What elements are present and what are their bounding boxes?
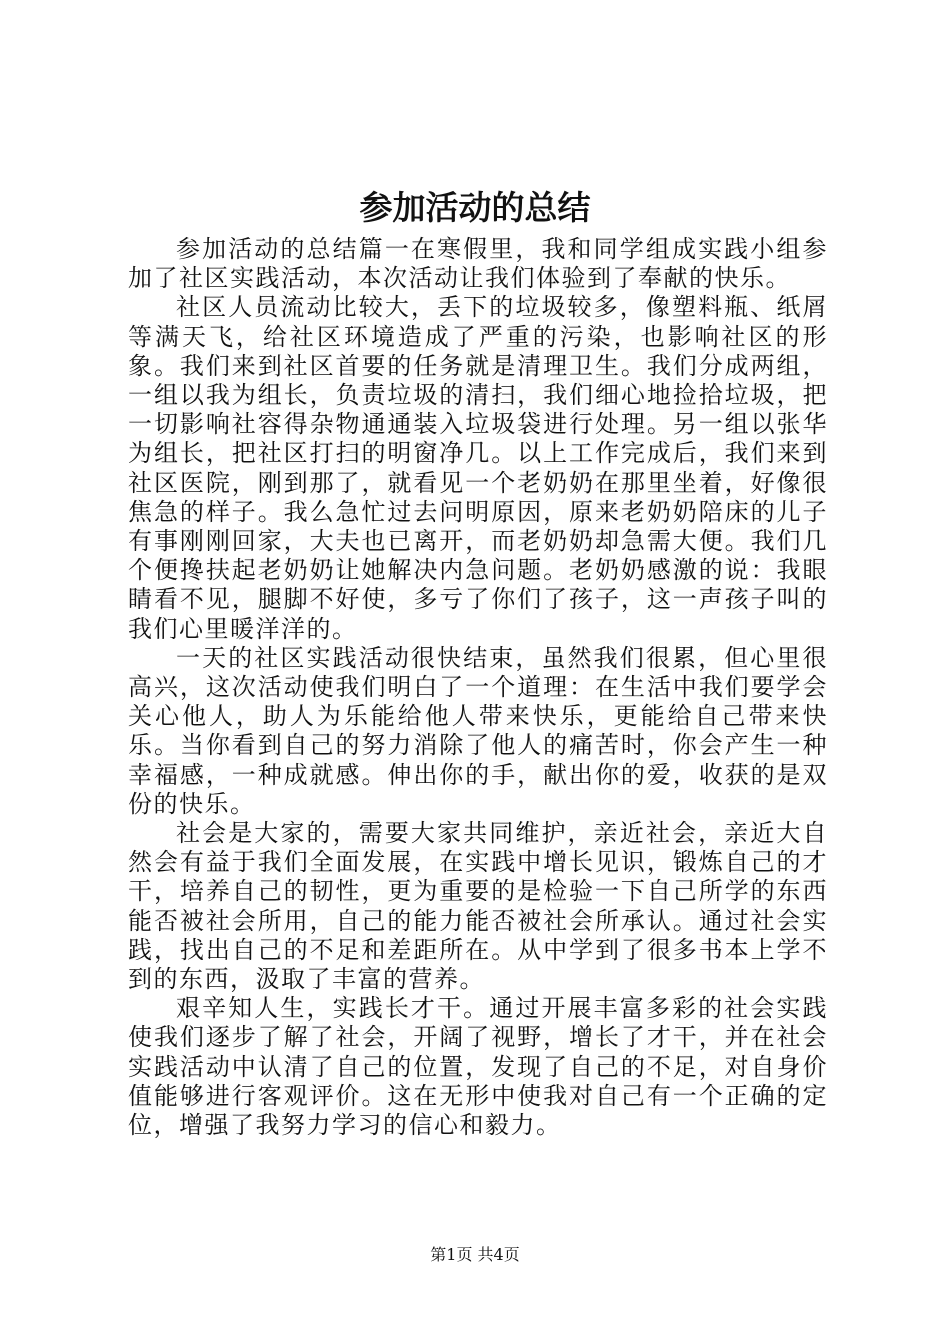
paragraph-4: 社会是大家的，需要大家共同维护，亲近社会，亲近大自然会有益于我们全面发展，在实践中增长见识，锻炼自己的才干，培养自己的韧性，更为重要的是检验一下自己所学的东西能否被社会所用，自己的能力能否被社会所承认。通过社会实践，找出自己的不足和差距所在。从中学到了很多书本上学不到的东西，汲取了丰富的营养。 (128, 819, 828, 994)
page-number-footer: 第1页 共4页 (430, 1245, 520, 1264)
paragraph-5: 艰辛知人生，实践长才干。通过开展丰富多彩的社会实践使我们逐步了解了社会，开阔了视野，增长了才干，并在社会实践活动中认清了自己的位置，发现了自己的不足，对自身价值能够进行客观评价。这在无形中使我对自己有一个正确的定位，增强了我努力学习的信心和毅力。 (128, 994, 828, 1140)
document-body (128, 235, 828, 1140)
document-title: 参加活动的总结 (359, 188, 591, 227)
paragraph-2: 社区人员流动比较大，丢下的垃圾较多，像塑料瓶、纸屑等满天飞，给社区环境造成了严重的污染，也影响社区的形象。我们来到社区首要的任务就是清理卫生。我们分成两组，一组以我为组长，负责垃圾的清扫，我们细心地捡拾垃圾，把一切影响社容得杂物通通装入垃圾袋进行处理。另一组以张华为组长，把社区打扫的明窗净几。以上工作完成后，我们来到社区医院，刚到那了，就看见一个老奶奶在那里坐着，好像很焦急的样子。我么急忙过去问明原因，原来老奶奶陪床的儿子有事刚刚回家，大夫也已离开，而老奶奶却急需大便。我们几个便搀扶起老奶奶让她解决内急问题。老奶奶感激的说：我眼睛看不见，腿脚不好使，多亏了你们了孩子，这一声孩子叫的我们心里暖洋洋的。 (128, 293, 828, 643)
paragraph-3: 一天的社区实践活动很快结束，虽然我们很累，但心里很高兴，这次活动使我们明白了一个道理：在生活中我们要学会关心他人，助人为乐能给他人带来快乐，更能给自己带来快乐。当你看到自己的努力消除了他人的痛苦时，你会产生一种幸福感，一种成就感。伸出你的手，献出你的爱，收获的是双份的快乐。 (128, 643, 828, 818)
paragraph-1: 参加活动的总结篇一在寒假里，我和同学组成实践小组参加了社区实践活动，本次活动让我们体验到了奉献的快乐。 (128, 235, 828, 293)
